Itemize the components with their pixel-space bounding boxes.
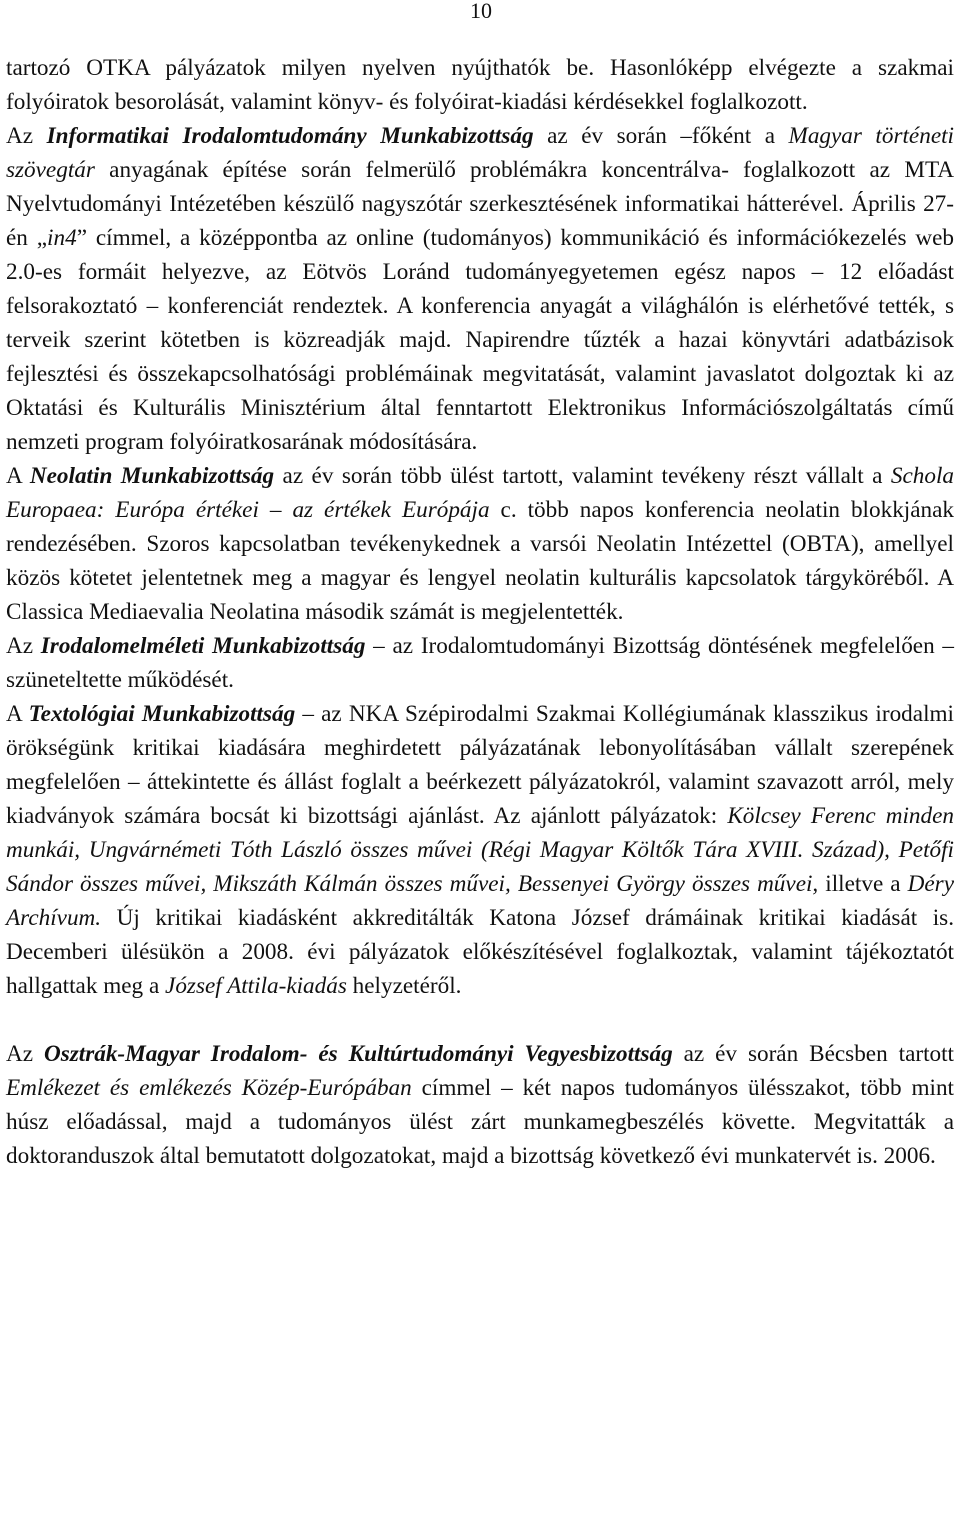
title-text: Magyar történeti szövegtár: [6, 123, 954, 183]
text-run: Az: [6, 123, 47, 149]
committee-name: Informatikai Irodalomtudomány Munkabizottság: [46, 123, 534, 149]
paragraph-p5: [6, 697, 954, 1003]
text-run: c. több napos konferencia neolatin blokkjának rendezésében. Szoros kapcsolatban tevékenykednek a varsói Neolatin Intézettel (OBTA), amellyel közös kötetet jelentetnek meg a magyar és lengyel neolatin kulturális kapcsolatok tárgyköréből. A Classica Mediaevalia Neolatina második számát is megjelentették.: [6, 497, 954, 625]
text-run: A: [6, 701, 29, 727]
text-run: illetve a: [818, 871, 908, 897]
text-run: tartozó OTKA pályázatok milyen nyelven nyújthatók be. Hasonlóképp elvégezte a szakmai folyóiratok besorolását, valamint könyv- és folyóirat-kiadási kérdésekkel foglalkozott.: [6, 55, 954, 115]
text-run: anyagának építése során felmerülő problémákra koncentrálva- foglalkozott az MTA Nyelvtudományi Intézetében készülő nagyszótár szerkesztésének informatikai hátterével. Április 27-én „: [6, 157, 954, 251]
text-run: A: [6, 463, 30, 489]
text-run: helyzetéről.: [346, 973, 462, 999]
text-run: – az NKA Szépirodalmi Szakmai Kollégiumának klasszikus irodalmi örökségünk kritikai kiadására meghirdetett pályázatának lebonyolításában vállalt szerepének megfelelően – áttekintette és állást foglalt a beérkezett pályázatokról, valamint szavazott arról, mely kiadványok számára bocsát ki bizottsági ajánlást. Az ajánlott pályázatok:: [6, 701, 954, 829]
title-text: Kölcsey Ferenc minden munkái, Ungvárnémeti Tóth László összes művei (Régi Magyar Költők Tára XVIII. Század), Petőfi Sándor összes művei, Mikszáth Kálmán összes művei, Bessenyei György összes művei,: [6, 803, 955, 897]
text-run: – az Irodalomtudományi Bizottság döntésének megfelelően – szüneteltette működését.: [6, 633, 955, 693]
text-run: Új kritikai kiadásként akkreditálták Katona József drámáinak kritikai kiadását is. Decemberi ülésükön a 2008. évi pályázatok előkészítésével foglalkoztak, valamint tájékoztatót hallgattak meg a: [6, 905, 954, 999]
text-run: az év során –főként a: [533, 123, 789, 149]
document-body: [6, 51, 954, 1173]
paragraph-p6: [6, 1037, 954, 1173]
title-text: Déry Archívum.: [6, 871, 954, 931]
text-run: az év során Bécsben tartott: [672, 1041, 955, 1067]
title-text: in4: [47, 225, 77, 251]
text-run: címmel – két napos tudományos ülésszakot, több mint húsz előadással, majd a tudományos ülést zárt munkamegbeszélés követte. Megvitatták a doktoranduszok által bemutatott dolgozatokat, majd a bizottság következő évi munkatervét is. 2006.: [6, 1075, 954, 1169]
committee-name: Irodalomelméleti Munkabizottság: [40, 633, 366, 659]
text-run: ” címmel, a középpontba az online (tudományos) kommunikáció és információkezelés web 2.0-es formáit helyezve, az Eötvös Loránd tudományegyetemen egész napos – 12 előadást felsorakoztató – konferenciát rendeztek. A konferencia anyagát a világhálón is elérhetővé tették, s terveik szerint kötetben is közreadják majd. Napirendre tűzték a hazai könyvtári adatbázisok fejlesztési és összekapcsolhatósági problémáinak megvitatását, valamint javaslatot dolgoztak ki az Oktatási és Kulturális Minisztérium által fenntartott Elektronikus Információszolgáltatás című nemzeti program folyóiratkosarának módosítására.: [6, 225, 954, 455]
paragraph-p1: [6, 51, 954, 119]
committee-name: Textológiai Munkabizottság: [28, 701, 296, 727]
page-number: 10: [470, 0, 492, 23]
committee-name: Neolatin Munkabizottság: [29, 463, 275, 489]
title-text: József Attila-kiadás: [165, 973, 347, 999]
title-text: Emlékezet és emlékezés Közép-Európában: [6, 1075, 412, 1101]
paragraph-p2: [6, 119, 954, 459]
text-run: Az: [6, 1041, 44, 1067]
paragraph-p3: [6, 459, 954, 629]
paragraph-p4: [6, 629, 954, 697]
text-run: az év során több ülést tartott, valamint tevékeny részt vállalt a: [274, 463, 891, 489]
text-run: Az: [6, 633, 41, 659]
committee-name: Osztrák-Magyar Irodalom- és Kultúrtudományi Vegyesbizottság: [43, 1041, 673, 1067]
title-text: Schola Europaea: Európa értékei – az értékek Európája: [6, 463, 954, 523]
